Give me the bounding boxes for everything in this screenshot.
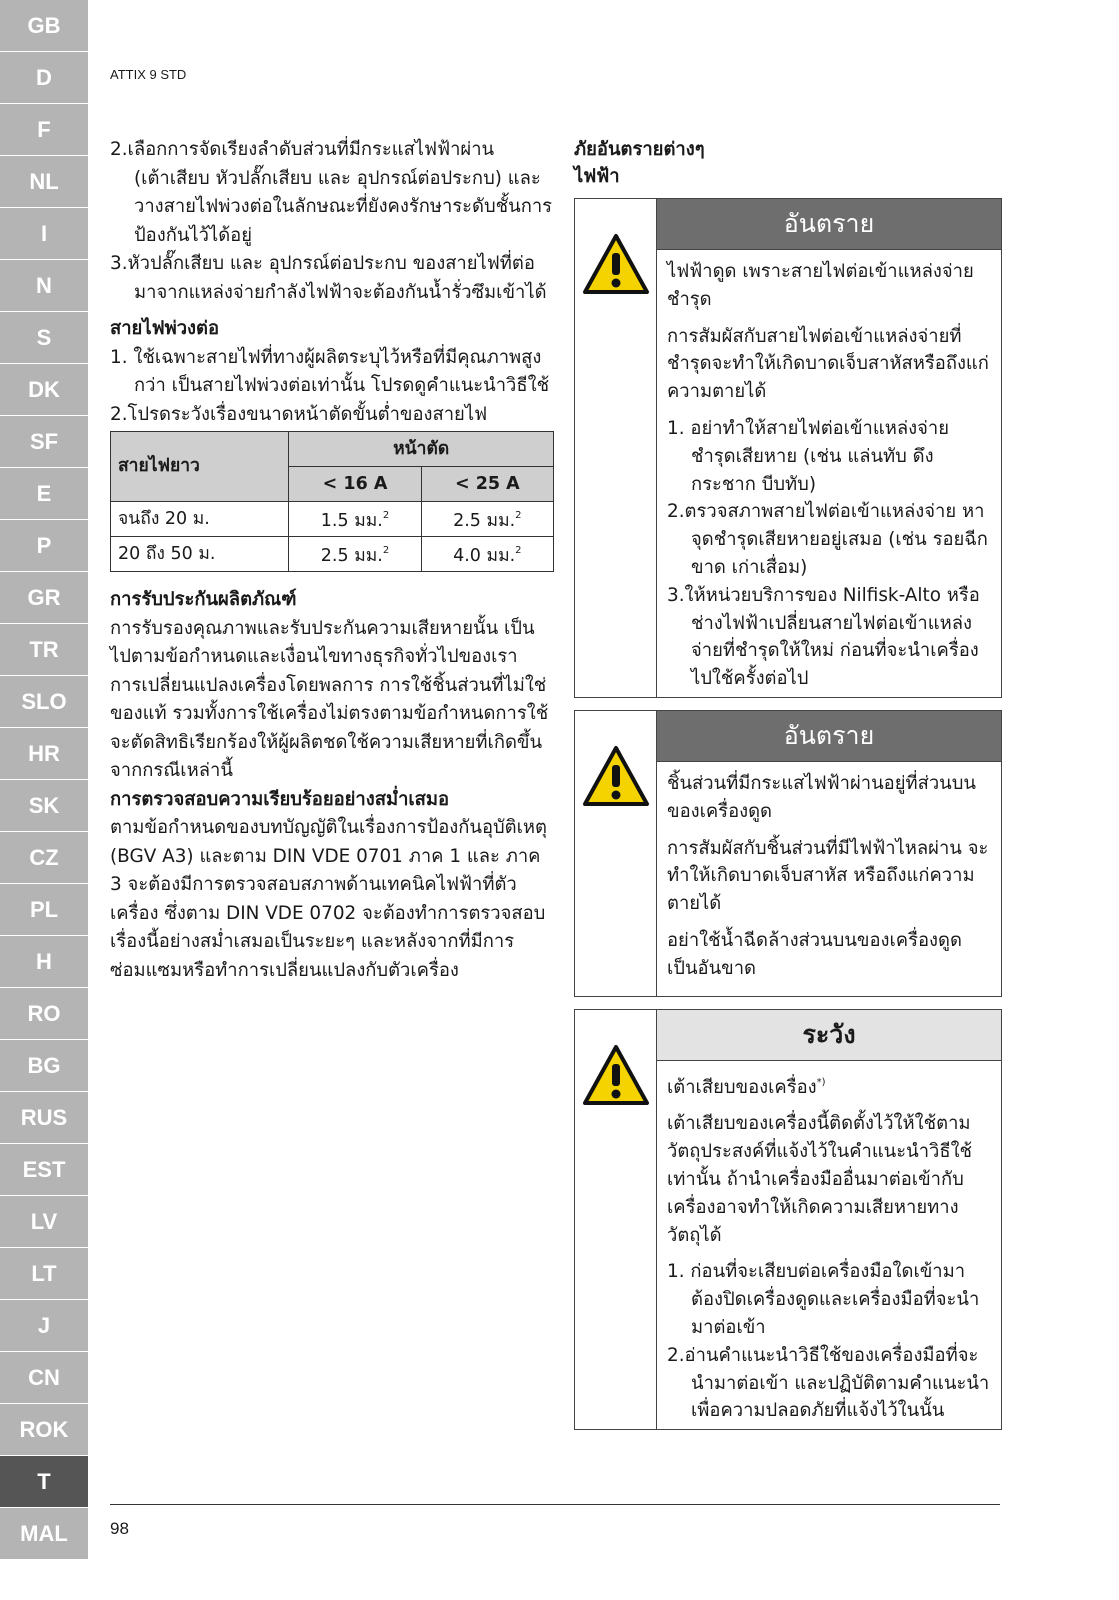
lang-tab-j[interactable]: J — [0, 1300, 88, 1352]
lang-tab-pl[interactable]: PL — [0, 884, 88, 936]
danger-header: อันตราย — [657, 711, 1001, 762]
lang-tab-gb[interactable]: GB — [0, 0, 88, 52]
cable-size-table — [110, 431, 554, 572]
lang-tab-tr[interactable]: TR — [0, 624, 88, 676]
model-name: ATTIX 9 STD — [110, 67, 187, 82]
lang-tab-i[interactable]: I — [0, 208, 88, 260]
table-header-length: สายไฟยาว — [111, 432, 289, 502]
lang-tab-e[interactable]: E — [0, 468, 88, 520]
table-header-25a: < 25 A — [421, 467, 553, 502]
lang-tab-f[interactable]: F — [0, 104, 88, 156]
lang-tab-rok[interactable]: ROK — [0, 1404, 88, 1456]
lang-tab-cz[interactable]: CZ — [0, 832, 88, 884]
list-item: 3.หัวปลั๊กเสียบ และ อุปกรณ์ต่อประกบ ของสายไฟที่ต่อมาจากแหล่งจ่ายกำลังไฟฟ้าจะต้องกันน้ำรั่วซึมเข้าได้ — [110, 253, 547, 303]
caution-box — [574, 1009, 1002, 1431]
lang-tab-rus[interactable]: RUS — [0, 1092, 88, 1144]
list-item: 2.ตรวจสภาพสายไฟต่อเข้าแหล่งจ่าย หาจุดชำรุดเสียหายอยู่เสมอ (เช่น รอยฉีกขาด เก่าเสื่อม) — [667, 501, 988, 578]
lang-tab-nl[interactable]: NL — [0, 156, 88, 208]
warning-paragraph: อย่าใช้น้ำฉีดล้างส่วนบนของเครื่องดูดเป็นอันขาด — [667, 929, 962, 979]
warning-paragraph: ชิ้นส่วนที่มีกระแสไฟฟ้าผ่านอยู่ที่ส่วนบนของเครื่องดูด — [667, 772, 976, 822]
table-cell: 2.5 มม.$^2$ — [289, 537, 421, 572]
list-item: 2.เลือกการจัดเรียงลำดับส่วนที่มีกระแสไฟฟ้าผ่าน (เต้าเสียบ หัวปลั๊กเสียบ และ อุปกรณ์ต่อประกบ) และวางสายไฟพ่วงต่อในลักษณะที่ยังคงรักษาระดับชั้นการป้องกันไว้ได้อยู่ — [110, 139, 553, 246]
lang-tab-gr[interactable]: GR — [0, 572, 88, 624]
lang-tab-lt[interactable]: LT — [0, 1248, 88, 1300]
lang-tab-s[interactable]: S — [0, 312, 88, 364]
table-row — [111, 502, 554, 537]
warning-paragraph: การสัมผัสกับสายไฟต่อเข้าแหล่งจ่ายที่ชำรุดจะทำให้เกิดบาดเจ็บสาหัสหรือถึงแก่ความตายได้ — [667, 325, 989, 403]
warranty-heading: การรับประกันผลิตภัณฑ์ — [110, 589, 297, 610]
danger-header: อันตราย — [657, 199, 1001, 250]
warning-triangle-icon — [582, 745, 650, 807]
warning-paragraph: เต้าเสียบของเครื่องนี้ติดตั้งไว้ให้ใช้ตามวัตถุประสงค์ที่แจ้งไว้ในคำแนะนำวิธีใช้เท่านั้น ถ้านำเครื่องมืออื่นมาต่อเข้ากับเครื่องอาจทำให้เกิดความเสียหายทางวัตถุได้ — [667, 1113, 973, 1246]
table-header-section: หน้าตัด — [289, 432, 554, 467]
warranty-paragraph: การเปลี่ยนแปลงเครื่องโดยพลการ การใช้ชิ้นส่วนที่ไม่ใช่ของแท้ รวมทั้งการใช้เครื่องไม่ตรงตามข้อกำหนดการใช้ จะตัดสิทธิเรียกร้องให้ผู้ผลิตชดใช้ความเสียหายที่เกิดขึ้นจากกรณีเหล่านี้ — [110, 674, 549, 781]
warning-triangle-icon — [582, 1044, 650, 1106]
lang-tab-sf[interactable]: SF — [0, 416, 88, 468]
lang-tab-mal[interactable]: MAL — [0, 1508, 88, 1560]
table-cell: 4.0 มม.$^2$ — [421, 537, 553, 572]
list-item: 2.โปรดระวังเรื่องขนาดหน้าตัดขั้นต่ำของสายไฟ — [110, 403, 488, 425]
lang-tab-h[interactable]: H — [0, 936, 88, 988]
extension-cable-heading: สายไฟพ่วงต่อ — [110, 318, 220, 339]
table-cell: 1.5 มม.$^2$ — [289, 502, 421, 537]
table-cell: จนถึง 20 ม. — [111, 502, 289, 537]
inspection-heading: การตรวจสอบความเรียบร้อยอย่างสม่ำเสมอ — [110, 788, 450, 810]
page-number: 98 — [110, 1519, 129, 1538]
table-row — [111, 537, 554, 572]
caution-header: ระวัง — [657, 1010, 1001, 1061]
warning-paragraph: ไฟฟ้าดูด เพราะสายไฟต่อเข้าแหล่งจ่ายชำรุด — [667, 261, 974, 310]
warning-triangle-icon — [582, 233, 650, 295]
table-cell: 20 ถึง 50 ม. — [111, 537, 289, 572]
lang-tab-lv[interactable]: LV — [0, 1196, 88, 1248]
list-item: 1. ใช้เฉพาะสายไฟที่ทางผู้ผลิตระบุไว้หรือที่มีคุณภาพสูงกว่า เป็นสายไฟพ่วงต่อเท่านั้น โปรดดูคำแนะนำวิธีใช้ — [110, 346, 550, 396]
lang-tab-hr[interactable]: HR — [0, 728, 88, 780]
lang-tab-ro[interactable]: RO — [0, 988, 88, 1040]
right-column — [574, 136, 1002, 1442]
lang-tab-d[interactable]: D — [0, 52, 88, 104]
lang-tab-bg[interactable]: BG — [0, 1040, 88, 1092]
table-header-16a: < 16 A — [289, 467, 421, 502]
warning-paragraph: การสัมผัสกับชิ้นส่วนที่มีไฟฟ้าไหลผ่าน จะทำให้เกิดบาดเจ็บสาหัส หรือถึงแก่ความตายได้ — [667, 837, 989, 915]
lang-tab-t[interactable]: T — [0, 1456, 88, 1508]
language-tabs — [0, 0, 88, 1600]
danger-box — [574, 198, 1002, 698]
hazards-title: ภัยอันตรายต่างๆ ไฟฟ้า — [574, 139, 705, 187]
table-cell: 2.5 มม.$^2$ — [421, 502, 553, 537]
list-item: 1. อย่าทำให้สายไฟต่อเข้าแหล่งจ่ายชำรุดเสียหาย (เช่น แล่นทับ ดึงกระชาก บีบทับ) — [667, 417, 949, 495]
lang-tab-n[interactable]: N — [0, 260, 88, 312]
lang-tab-dk[interactable]: DK — [0, 364, 88, 416]
lang-tab-est[interactable]: EST — [0, 1144, 88, 1196]
inspection-paragraph: ตามข้อกำหนดของบทบัญญัติในเรื่องการป้องกันอุบัติเหตุ (BGV A3) และตาม DIN VDE 0701 ภาค 1 และ ภาค 3 จะต้องมีการตรวจสอบสภาพด้านเทคนิคไฟฟ้าที่ตัวเครื่อง ซึ่งตาม DIN VDE 0702 จะต้องทำการตรวจสอบเรื่องนี้อย่างสม่ำเสมอเป็นระยะๆ และหลังจากที่มีการซ่อมแซมหรือทำการเปลี่ยนแปลงกับตัวเครื่อง — [110, 817, 547, 981]
lang-tab-sk[interactable]: SK — [0, 780, 88, 832]
warranty-paragraph: การรับรองคุณภาพและรับประกันความเสียหายนั้น เป็นไปตามข้อกำหนดและเงื่อนไขทางธุรกิจทั่วไปของเรา — [110, 617, 535, 667]
lang-tab-cn[interactable]: CN — [0, 1352, 88, 1404]
lang-tab-slo[interactable]: SLO — [0, 676, 88, 728]
left-column — [110, 136, 554, 985]
lang-tab-p[interactable]: P — [0, 520, 88, 572]
list-item: 3.ให้หน่วยบริการของ Nilfisk-Alto หรือช่างไฟฟ้าเปลี่ยนสายไฟต่อเข้าแหล่งจ่ายที่ชำรุดให้ใหม่ ก่อนที่จะนำเครื่องไปใช้ครั้งต่อไป — [667, 584, 980, 690]
warning-paragraph: เต้าเสียบของเครื่อง*) — [667, 1076, 826, 1098]
list-item: 1. ก่อนที่จะเสียบต่อเครื่องมือใดเข้ามา ต้องปิดเครื่องดูดและเครื่องมือที่จะนำมาต่อเข้า — [667, 1261, 980, 1338]
danger-box — [574, 710, 1002, 997]
footer-divider — [110, 1504, 1000, 1505]
list-item: 2.อ่านคำแนะนำวิธีใช้ของเครื่องมือที่จะนำมาต่อเข้า และปฏิบัติตามคำแนะนำเพื่อความปลอดภัยที่แจ้งไว้ในนั้น — [667, 1344, 990, 1422]
